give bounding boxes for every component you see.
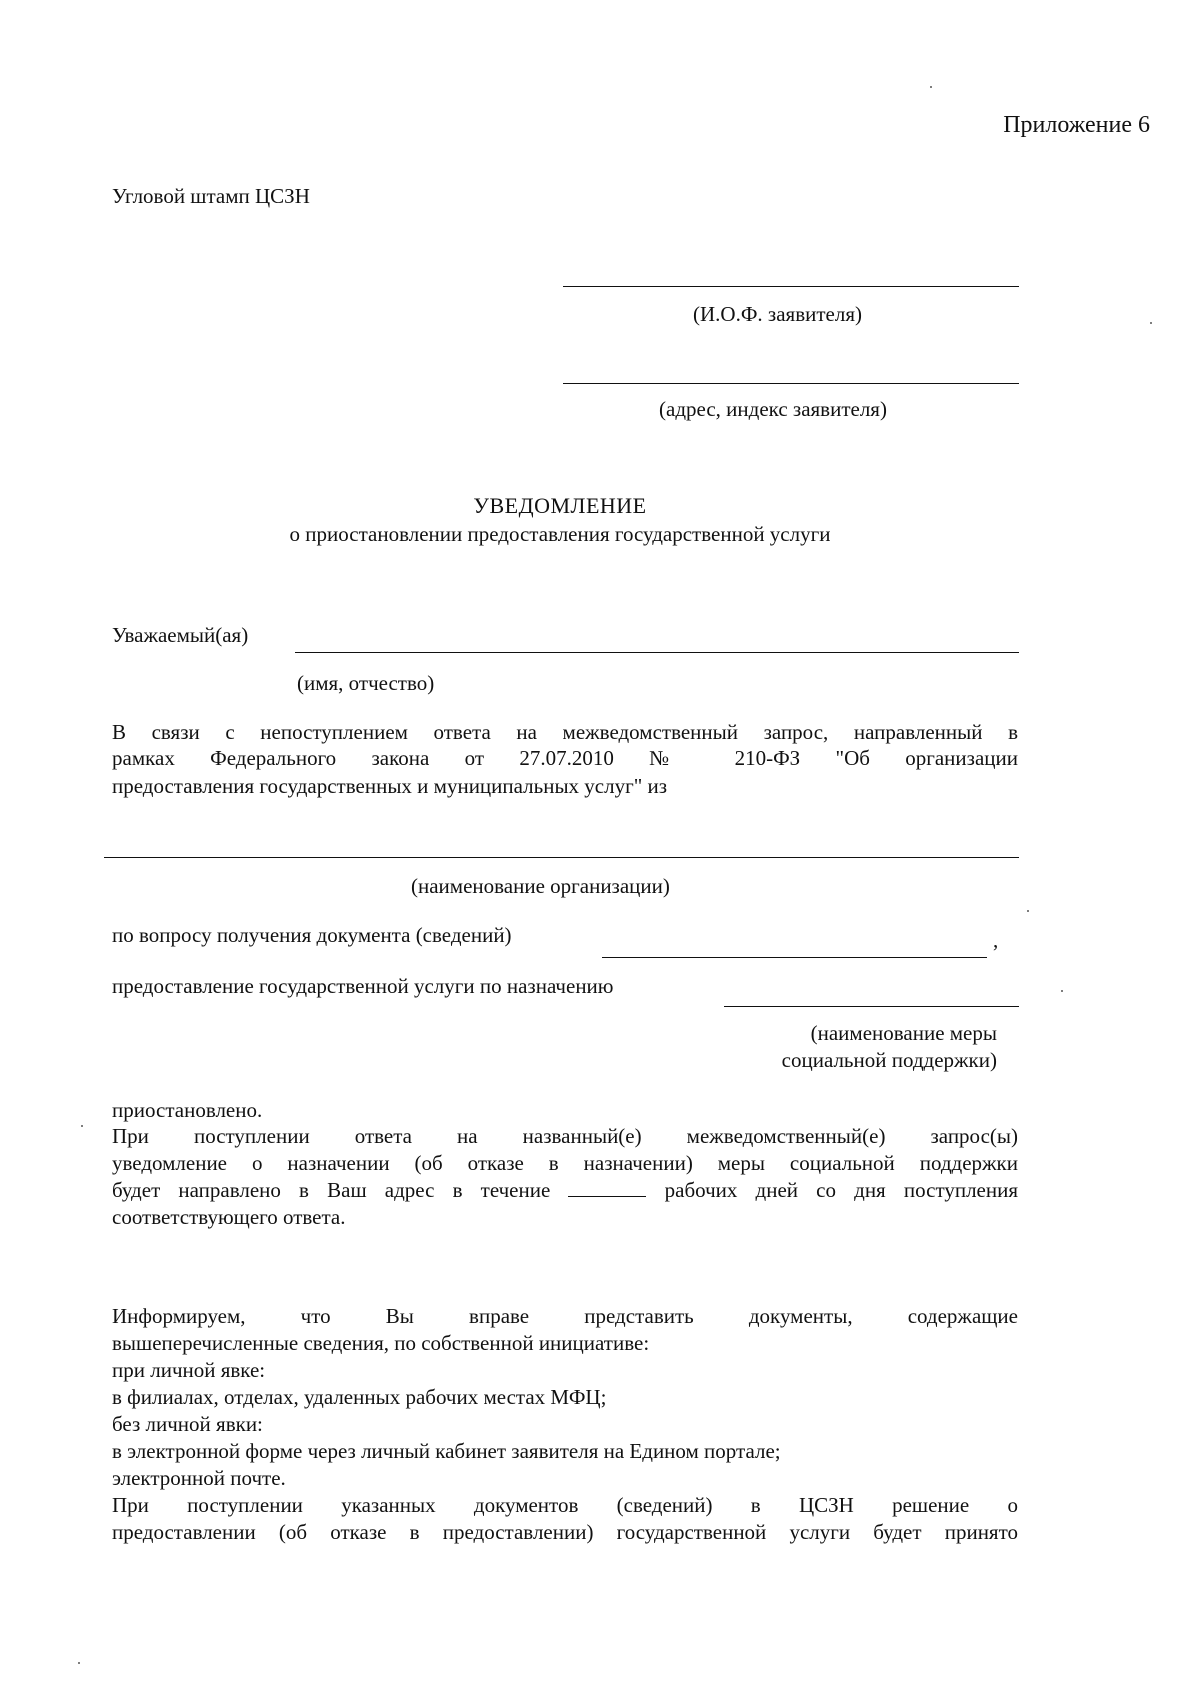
scan-speck <box>1061 990 1063 992</box>
scan-speck <box>78 1662 80 1664</box>
salutation-caption: (имя, отчество) <box>297 671 435 695</box>
organization-caption: (наименование организации) <box>411 874 670 898</box>
document-question-label: по вопросу получения документа (сведений) <box>112 923 512 947</box>
applicant-name-caption: (И.О.Ф. заявителя) <box>693 302 862 326</box>
list-item-remote: без личной явки: <box>112 1412 263 1436</box>
scan-speck <box>930 86 932 88</box>
para1-line1: В связи с непоступлением ответа на межведомственный запрос, направленный в <box>112 720 1018 744</box>
salutation-name-line <box>295 652 1019 653</box>
para2-line4: соответствующего ответа. <box>112 1205 346 1229</box>
working-days-blank <box>568 1178 646 1197</box>
para2-line1: При поступлении ответа на названный(е) межведомственный(е) запрос(ы) <box>112 1124 1018 1148</box>
applicant-address-line <box>563 383 1019 384</box>
document-subtitle: о приостановлении предоставления государственной услуги <box>289 522 831 546</box>
applicant-name-line <box>563 286 1019 287</box>
para2-line3-end: рабочих дней со дня поступления <box>664 1178 1019 1202</box>
para2-line3 <box>112 1177 1018 1204</box>
para1-line2: рамках Федерального закона от 27.07.2010 № 210-ФЗ "Об организации <box>112 746 1018 770</box>
document-name-line <box>602 957 987 958</box>
support-measure-caption-1: (наименование меры <box>810 1021 997 1045</box>
support-measure-caption-2: социальной поддержки) <box>781 1048 997 1072</box>
para4-line1: При поступлении указанных документов (сведений) в ЦСЗН решение о <box>112 1493 1018 1517</box>
applicant-address-caption: (адрес, индекс заявителя) <box>659 397 887 421</box>
scan-speck <box>1150 322 1152 324</box>
salutation-label: Уважаемый(ая) <box>112 623 249 647</box>
list-item-portal: в электронной форме через личный кабинет заявителя на Едином портале; <box>112 1439 781 1463</box>
document-title: УВЕДОМЛЕНИЕ <box>473 493 647 518</box>
para2-line2: уведомление о назначении (об отказе в назначении) меры социальной поддержки <box>112 1151 1018 1175</box>
scan-speck <box>1027 910 1029 912</box>
suspended-label: приостановлено. <box>112 1098 263 1122</box>
list-item-email: электронной почте. <box>112 1466 286 1490</box>
para3-line1: Информируем, что Вы вправе представить документы, содержащие <box>112 1304 1018 1328</box>
scan-speck <box>81 1125 83 1127</box>
list-item-personal: при личной явке: <box>112 1358 266 1382</box>
appendix-label: Приложение 6 <box>1003 112 1150 138</box>
support-measure-line <box>724 1006 1019 1007</box>
organization-line <box>104 857 1019 858</box>
document-comma: , <box>993 928 999 952</box>
para3-line2: вышеперечисленные сведения, по собственной инициативе: <box>112 1331 650 1355</box>
para4-line2: предоставлении (об отказе в предоставлении) государственной услуги будет принято <box>112 1520 1018 1544</box>
corner-stamp-label: Угловой штамп ЦСЗН <box>112 184 310 208</box>
para1-line3: предоставления государственных и муниципальных услуг" из <box>112 774 668 798</box>
list-item-mfc: в филиалах, отделах, удаленных рабочих местах МФЦ; <box>112 1385 607 1409</box>
service-line-label: предоставление государственной услуги по назначению <box>112 974 614 998</box>
para2-line3-start: будет направлено в Ваш адрес в течение <box>112 1178 551 1202</box>
